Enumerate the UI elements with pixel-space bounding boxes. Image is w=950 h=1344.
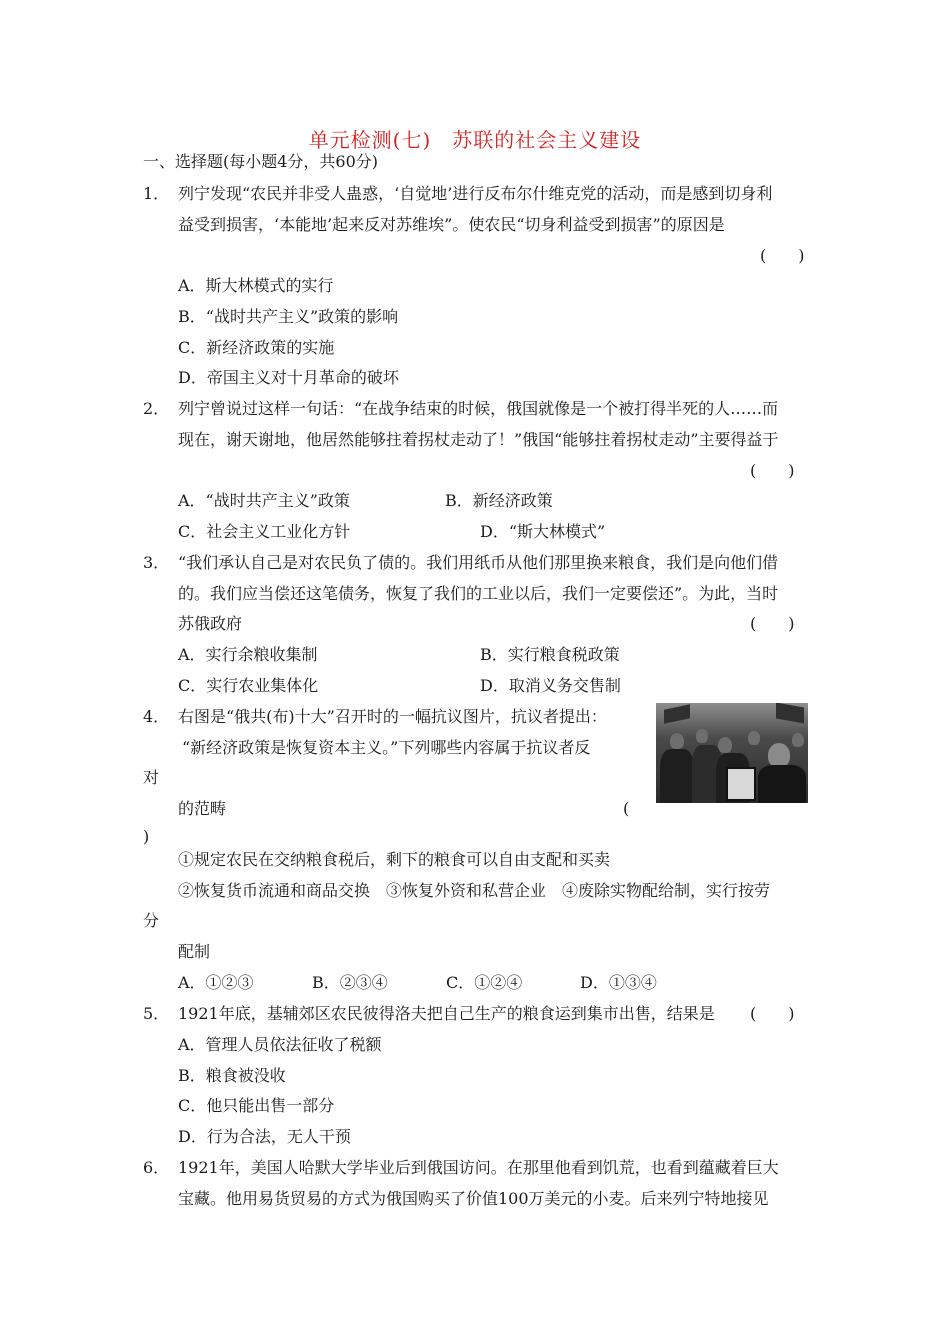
q2-number: 2．: [143, 399, 170, 418]
protest-photo: [656, 703, 808, 803]
q4-stem-line2: “新经济政策是恢复资本主义。”下列哪些内容属于抗议者反: [182, 738, 591, 757]
q3-number: 3．: [143, 553, 170, 572]
q3-option-c: C．实行农业集体化: [178, 676, 319, 695]
q3-option-b: B．实行粮食税政策: [480, 645, 620, 664]
q5-stem-line1: 1921年底，基辅郊区农民彼得洛夫把自己生产的粮食运到集市出售，结果是: [178, 1004, 715, 1023]
q2-option-a: A．“战时共产主义”政策: [178, 491, 350, 510]
q4-option-a: A．①②③: [178, 973, 254, 992]
q4-item-1: ①规定农民在交纳粮食税后，剩下的粮食可以自由支配和买卖: [178, 850, 611, 869]
page-title: 单元检测(七) 苏联的社会主义建设: [308, 128, 642, 152]
q4-stem-line3: 对: [143, 768, 160, 787]
q4-option-c: C．①②④: [446, 973, 523, 992]
q1-option-d: D．帝国主义对十月革命的破坏: [178, 368, 399, 387]
q1-stem-line2: 益受到损害，‘本能地’起来反对苏维埃”。使农民“切身利益受到损害”的原因是: [178, 215, 725, 234]
q4-item-2-cont: 分: [143, 911, 160, 930]
q4-option-b: B．②③④: [312, 973, 388, 992]
q1-option-c: C．新经济政策的实施: [178, 338, 335, 357]
q1-option-a: A．斯大林模式的实行: [178, 276, 334, 295]
q2-stem-line2: 现在，谢天谢地，他居然能够拄着拐杖走动了！”俄国“能够拄着拐杖走动”主要得益于: [178, 430, 779, 449]
q3-stem-line3: 苏俄政府: [178, 614, 243, 633]
q5-option-a: A．管理人员依法征收了税额: [178, 1035, 382, 1054]
q1-number: 1．: [143, 184, 170, 203]
q4-item-2: ②恢复货币流通和商品交换 ③恢复外资和私营企业 ④废除实物配给制，实行按劳: [178, 881, 771, 900]
q4-stem-line4: 的范畴: [178, 799, 227, 818]
q4-stem-line1: 右图是“俄共(布)十大”召开时的一幅抗议图片，抗议者提出：: [178, 707, 607, 726]
q3-option-a: A．实行余粮收集制: [178, 645, 318, 664]
q6-stem-line2: 宝藏。他用易货贸易的方式为俄国购买了价值100万美元的小麦。后来列宁特地接见: [178, 1189, 769, 1208]
q4-paren-open: (: [623, 799, 630, 818]
q5-option-c: C．他只能出售一部分: [178, 1096, 335, 1115]
q6-number: 6．: [143, 1158, 170, 1177]
q2-stem-line1: 列宁曾说过这样一句话：“在战争结束的时候，俄国就像是一个被打得半死的人……而: [178, 399, 779, 418]
q3-stem-line2: 的。我们应当偿还这笔债务，恢复了我们的工业以后，我们一定要偿还”。为此，当时: [178, 584, 779, 603]
q5-answer-paren: ( ): [750, 1004, 795, 1023]
q5-number: 5．: [143, 1004, 170, 1023]
q5-option-b: B．粮食被没收: [178, 1066, 286, 1085]
q6-stem-line1: 1921年，美国人哈默大学毕业后到俄国访问。在那里他看到饥荒，也看到蕴藏着巨大: [178, 1158, 779, 1177]
q2-option-b: B．新经济政策: [445, 491, 553, 510]
q3-option-d: D．取消义务交售制: [480, 676, 621, 695]
q3-stem-line1: “我们承认自己是对农民负了债的。我们用纸币从他们那里换来粮食，我们是向他们借: [178, 553, 779, 572]
q4-paren-close: ): [143, 827, 150, 846]
q1-answer-paren: ( ): [760, 246, 805, 265]
q2-option-c: C．社会主义工业化方针: [178, 522, 351, 541]
q3-answer-paren: ( ): [750, 614, 795, 633]
q4-option-d: D．①③④: [580, 973, 657, 992]
q1-option-b: B．“战时共产主义”政策的影响: [178, 307, 399, 326]
q4-number: 4．: [143, 707, 170, 726]
q2-option-d: D．“斯大林模式”: [480, 522, 606, 541]
q5-option-d: D．行为合法，无人干预: [178, 1127, 351, 1146]
q4-item-2-cont2: 配制: [178, 942, 211, 961]
q1-stem-line1: 列宁发现“农民并非受人蛊惑，‘自觉地’进行反布尔什维克党的活动，而是感到切身利: [178, 184, 773, 203]
section-heading: 一、选择题(每小题4分，共60分): [143, 152, 379, 171]
q2-answer-paren: ( ): [750, 461, 795, 480]
